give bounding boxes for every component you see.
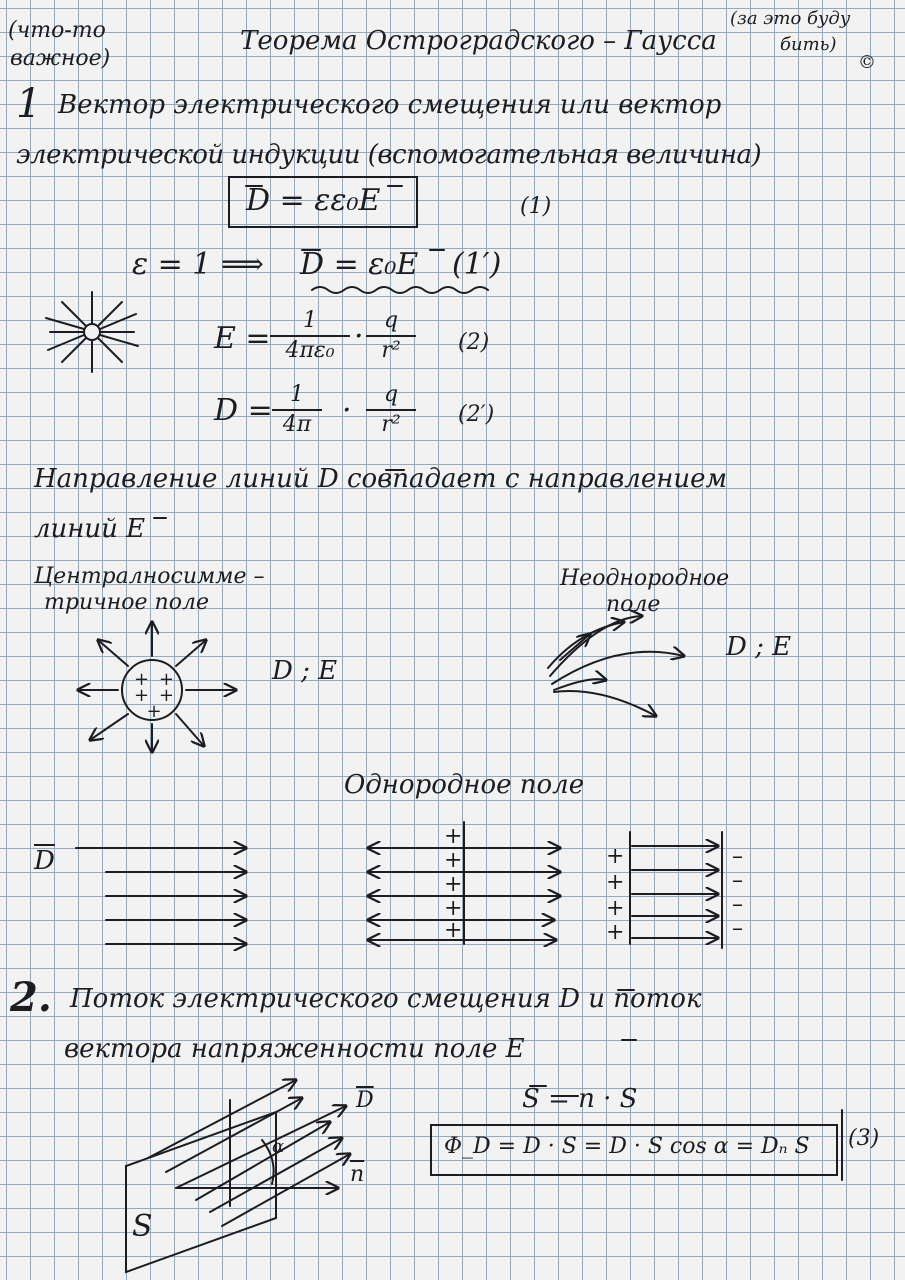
capacitor-minus-sign: –	[732, 844, 743, 869]
eq1prime: D = ε₀E	[300, 247, 419, 282]
eq2prime-den1: 4π	[282, 412, 312, 437]
eq3: Φ_D = D · S = D · S cos α = Dₙ S	[444, 1134, 810, 1159]
uniform-field-plane-diagram	[368, 822, 560, 944]
eq2-label: (2)	[458, 330, 490, 355]
eq2prime-label: (2′)	[458, 402, 495, 427]
eq2-num2: q	[383, 308, 399, 333]
page-title: Теорема Остроградского – Гаусса	[240, 26, 717, 56]
eq2prime-num2: q	[383, 382, 399, 407]
section2-heading-line1: Поток электрического смещения D и поток	[70, 984, 702, 1014]
central-label: D ; E	[272, 656, 338, 686]
eq3-label: (3)	[848, 1126, 880, 1151]
point-charge-star-icon	[46, 292, 138, 372]
nonuniform-title-line2: поле	[606, 592, 661, 617]
eq2-den1: 4πε₀	[285, 338, 335, 363]
eq2-dot: ·	[354, 319, 364, 354]
capacitor-field-diagram	[630, 832, 722, 948]
direction-line1: Направление линий D совпадает с направлением	[34, 464, 728, 494]
plane-plus-sign: +	[444, 824, 463, 849]
capacitor-minus-sign: –	[732, 916, 743, 941]
plane-plus-sign: +	[444, 848, 463, 873]
section1-heading-line2: электрической индукции (вспомогательная величина)	[16, 140, 762, 170]
nonuniform-field-diagram	[548, 616, 684, 716]
corner-note-line1: (что-то	[8, 18, 106, 43]
eq2prime-den2: r²	[381, 412, 401, 437]
section1-heading-line1: Вектор электрического смещения или вектор	[58, 90, 722, 120]
section2-number: 2.	[10, 974, 52, 1021]
eq2-den2: r²	[381, 338, 401, 363]
title-aside-line1: (за это буду	[730, 8, 851, 29]
copyright-mark: ©	[858, 52, 876, 73]
eq1-label: (1)	[520, 194, 552, 219]
nonuniform-label: D ; E	[726, 632, 792, 662]
eq2prime-num1: 1	[290, 382, 304, 407]
eq2prime-lhs: D =	[214, 393, 273, 428]
eq-s: S = n · S	[522, 1084, 638, 1114]
central-title-line2: тричное поле	[44, 590, 209, 615]
eq2-lhs: E =	[214, 321, 271, 356]
nonuniform-title-line1: Неоднородное	[560, 566, 730, 591]
plane-plus-sign: +	[444, 896, 463, 921]
capacitor-plus-sign: +	[606, 920, 625, 945]
angle-alpha: α	[272, 1136, 285, 1157]
plane-plus-sign: +	[444, 918, 463, 943]
eq1: D = εε₀E	[246, 183, 381, 218]
uniform-field-one-diagram	[76, 848, 246, 944]
eq2prime-dot: ·	[342, 393, 352, 428]
capacitor-plus-sign: +	[606, 870, 625, 895]
central-title-line1: Централносимме –	[34, 564, 265, 589]
capacitor-plus-sign: +	[606, 896, 625, 921]
vector-d-label: $\overline{D}$	[356, 1088, 374, 1113]
section2-heading-line2: вектора напряженности поле E	[64, 1034, 525, 1064]
uniform-title: Однородное поле	[344, 770, 585, 800]
uniform-label: $\overline{D}$	[34, 846, 55, 876]
corner-note-line2: важное)	[10, 46, 111, 71]
capacitor-minus-sign: –	[732, 868, 743, 893]
central-field-diagram	[78, 622, 236, 752]
eq1prime-condition: ε = 1 ⟹	[132, 247, 264, 282]
flux-diagram	[126, 1080, 350, 1272]
direction-line2: линий E	[34, 514, 146, 544]
plane-plus-sign: +	[444, 872, 463, 897]
section1-number: 1	[16, 81, 42, 127]
surface-s-label: S	[132, 1209, 153, 1244]
capacitor-minus-sign: –	[732, 892, 743, 917]
capacitor-plus-sign: +	[606, 844, 625, 869]
charge-signs: + + + + +	[134, 669, 176, 723]
eq2-num1: 1	[303, 308, 317, 333]
eq1prime-label: (1′)	[452, 247, 502, 282]
eq1prime-underline	[312, 287, 488, 293]
vector-n-label: $\overline{n}$	[350, 1162, 365, 1187]
title-aside-line2: бить)	[780, 34, 837, 55]
